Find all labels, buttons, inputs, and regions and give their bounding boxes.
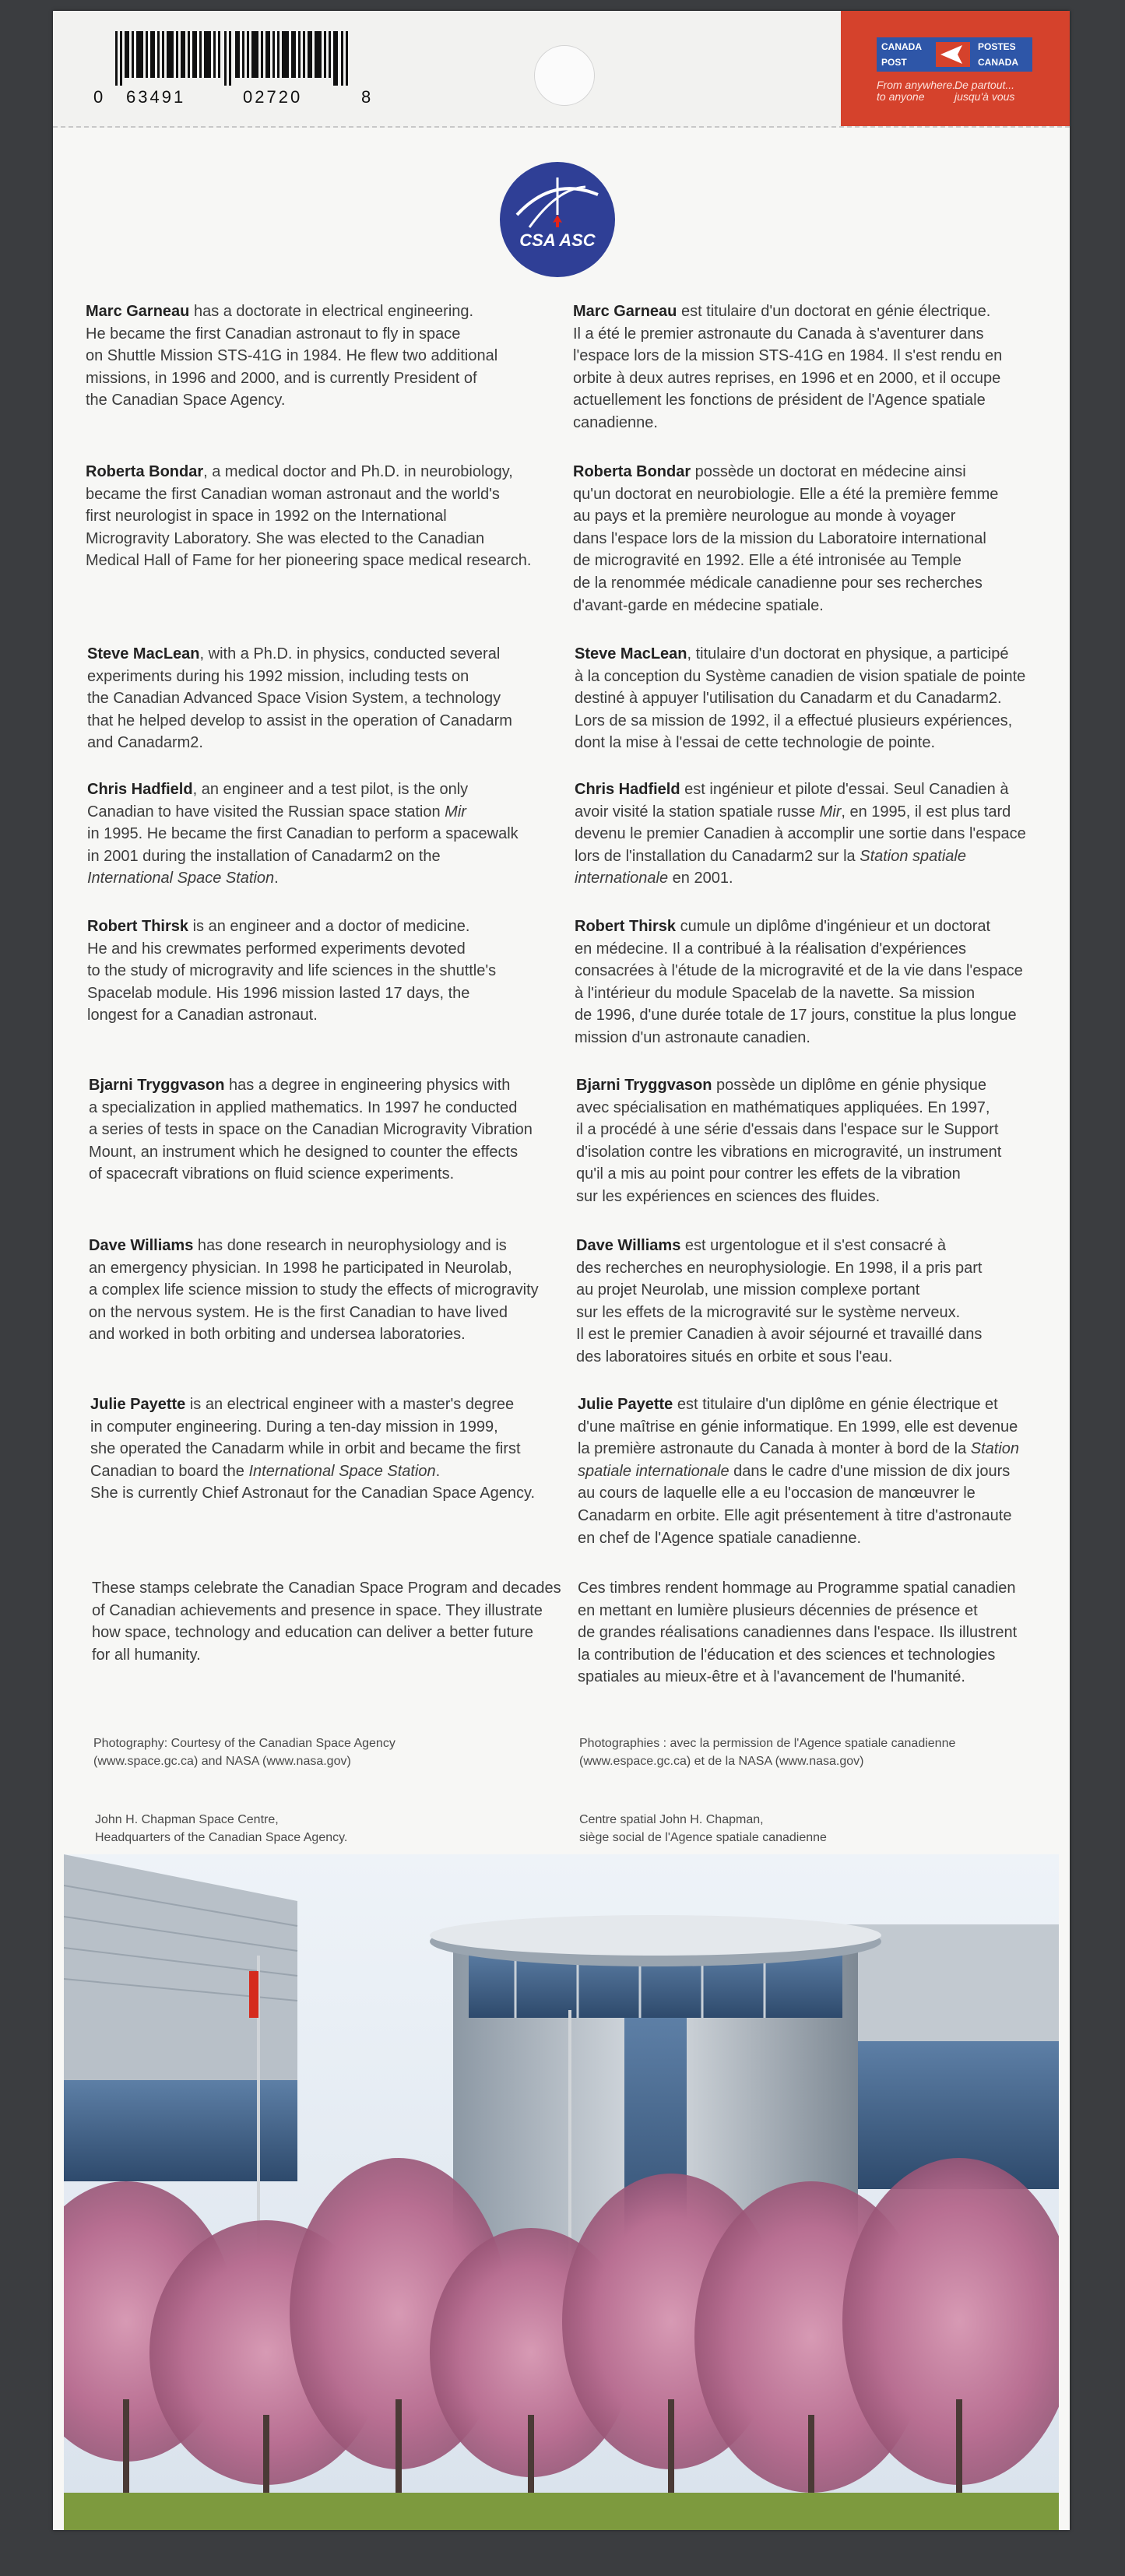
cp-canada-text: CANADA bbox=[881, 41, 922, 52]
bio-fr-payette: Julie Payette est titulaire d'un diplôme en génie électrique et d'une maîtrise en génie informatique. En 1999, elle est devenue la première astronaute du Canada à monter à bord de la Station spatiale internationale dans le cadre d'une mission de dix jours au cours de laquelle elle a eu l'occasion de manœuvrer le Canadarm en orbite. Elle agit présentement à titre d'astronaute en chef de l'Agence spatiale canadienne. bbox=[578, 1396, 1020, 1547]
summary-en: These stamps celebrate the Canadian Space Program and decades of Canadian achievements and presence in space. They illustrate how space, technology and education can deliver a better future for all humanity. bbox=[92, 1580, 561, 1664]
bio-en-bondar: Roberta Bondar, a medical doctor and Ph.D. in neurobiology, became the first Canadian woman astronaut and the world's first neurologist in space in 1992 on the International Microgravity Laboratory. She was elected to the Canadian Medical Hall of Fame for her pioneering space medical research. bbox=[86, 463, 532, 570]
bio-fr-tryggvason: Bjarni Tryggvason possède un diplôme en génie physique avec spécialisation en mathématiques appliquées. En 1997, il a procédé à une série d'essais dans l'espace sur le Support d'isolation contre les vibrations en microgravité, un instrument qu'il a mis au point pour contrer les effets de la vibration sur les expériences en sciences des fluides. bbox=[576, 1077, 1002, 1205]
bio-fr-thirsk: Robert Thirsk cumule un diplôme d'ingénieur et un doctorat en médecine. Il a contribué à la réalisation d'expériences consacrées à l'étude de la microgravité et de la vie dans l'espace à l'intérieur du module Spacelab de la navette. Sa mission de 1996, d'une durée totale de 17 jours, constitue la plus longue mission d'un astronaute canadien. bbox=[575, 918, 1023, 1046]
bio-en-payette: Julie Payette is an electrical engineer with a master's degree in computer engineering. During a ten-day mission in 1999, she operated the Canadarm while in orbit and became the first Canadian to board the International Space Station. She is currently Chief Astronaut for the Canadian Space Agency. bbox=[90, 1396, 536, 1502]
canada-post-logo-block bbox=[841, 11, 1070, 126]
cp-tagline-en: From anywhere... to anyone bbox=[877, 79, 962, 103]
canada-post-logo bbox=[877, 37, 1032, 78]
booklet-back-sheet bbox=[53, 11, 1070, 2530]
cp-post-text: POST bbox=[881, 57, 907, 68]
photo-caption-en: John H. Chapman Space Centre, Headquarters of the Canadian Space Agency. bbox=[95, 1813, 348, 1844]
photo-credit-en: Photography: Courtesy of the Canadian Space Agency (www.space.gc.ca) and NASA (www.nasa.gov) bbox=[93, 1737, 396, 1768]
hang-hole bbox=[534, 45, 595, 106]
cp-tagline-fr: De partout... jusqu'à vous bbox=[954, 79, 1015, 103]
summary-fr: Ces timbres rendent hommage au Programme spatial canadien en mettant en lumière plusieurs décennies de présence et de grandes réalisations canadiennes dans l'espace. Ils illustrent la contribution de l'éducation et des sciences et technologies spatiales au mieux-être et à l'avancement de l'humanité. bbox=[578, 1580, 1018, 1686]
cp-canada-fr-text: CANADA bbox=[978, 57, 1018, 68]
bio-en-hadfield: Chris Hadfield, an engineer and a test pilot, is the only Canadian to have visited the Russian space station Mir in 1995. He became the first Canadian to perform a spacewalk in 2001 during the installation of Canadarm2 on the International Space Station. bbox=[87, 781, 519, 887]
space-centre-photo bbox=[64, 1854, 1059, 2530]
csa-logo-text: CSA ASC bbox=[519, 230, 596, 250]
barcode-digit-prefix: 0 bbox=[93, 87, 106, 107]
photo-caption-fr: Centre spatial John H. Chapman, siège social de l'Agence spatiale canadienne bbox=[579, 1813, 827, 1844]
bio-en-thirsk: Robert Thirsk is an engineer and a doctor of medicine. He and his crewmates performed experiments devoted to the study of microgravity and life sciences in the shuttle's Spacelab module. His 1996 mission lasted 17 days, the longest for a Canadian astronaut. bbox=[87, 918, 497, 1024]
bio-fr-garneau: Marc Garneau est titulaire d'un doctorat en génie électrique. Il a été le premier astronaute du Canada à s'aventurer dans l'espace lors de la mission STS-41G en 1984. Il s'est rendu en orbite à deux autres reprises, en 1996 et en 2000, et il occupe actuellement les fonctions de président de l'Agence spatiale canadienne. bbox=[573, 303, 1003, 431]
barcode-number bbox=[93, 87, 373, 107]
bio-fr-maclean: Steve MacLean, titulaire d'un doctorat en physique, a participé à la conception du Système canadien de vision spatiale de pointe destiné à appuyer l'utilisation du Canadarm et du Canadarm2. Lors de sa mission de 1992, il a effectué plusieurs expériences, dont la mise à l'essai de cette technologie de pointe. bbox=[575, 645, 1026, 752]
csa-asc-logo bbox=[498, 160, 617, 279]
cp-postes-text: POSTES bbox=[978, 41, 1016, 52]
photo-credit-fr: Photographies : avec la permission de l'Agence spatiale canadienne (www.espace.gc.ca) et de la NASA (www.nasa.gov) bbox=[579, 1737, 956, 1768]
bio-en-williams: Dave Williams has done research in neurophysiology and is an emergency physician. In 1998 he participated in Neurolab, a complex life science mission to study the effects of microgravity on the nervous system. He is the first Canadian to have lived and worked in both orbiting and undersea laboratories. bbox=[89, 1237, 539, 1344]
barcode-digit-check: 8 bbox=[361, 87, 374, 107]
bio-en-maclean: Steve MacLean, with a Ph.D. in physics, conducted several experiments during his 1992 mission, including tests on the Canadian Advanced Space Vision System, a technology that he helped develop to assist in the operation of Canadarm and Canadarm2. bbox=[87, 645, 512, 752]
barcode-digits-left: 63491 bbox=[126, 87, 186, 107]
barcode-digits-right: 02720 bbox=[243, 87, 303, 107]
bio-en-garneau: Marc Garneau has a doctorate in electrical engineering. He became the first Canadian astronaut to fly in space on Shuttle Mission STS-41G in 1984. He flew two additional missions, in 1996 and 2000, and is currently President of the Canadian Space Agency. bbox=[86, 303, 498, 409]
booklet-header bbox=[53, 11, 1070, 128]
bio-fr-hadfield: Chris Hadfield est ingénieur et pilote d'essai. Seul Canadien à avoir visité la station spatiale russe Mir, en 1995, il est plus tard devenu le premier Canadien à accomplir une sortie dans l'espace lors de l'installation du Canadarm2 sur la Station spatiale internationale en 2001. bbox=[575, 781, 1026, 887]
bio-fr-williams: Dave Williams est urgentologue et il s'est consacré à des recherches en neurophysiologie. En 1998, il a pris part au projet Neurolab, une mission complexe portant sur les effets de la microgravité sur le système nerveux. Il est le premier Canadien à avoir séjourné et travaillé dans des laboratoires situés en orbite et sous l'eau. bbox=[576, 1237, 983, 1365]
bio-fr-bondar: Roberta Bondar possède un doctorat en médecine ainsi qu'un doctorat en neurobiologie. Elle a été la première femme au pays et la première neurologue au monde à voyager dans l'espace lors de la mission du Laboratoire international de microgravité en 1992. Elle a été intronisée au Temple de la renommée médicale canadienne pour ses recherches d'avant-garde en médecine spatiale. bbox=[573, 463, 999, 614]
barcode bbox=[115, 31, 357, 86]
bio-en-tryggvason: Bjarni Tryggvason has a degree in engineering physics with a specialization in applied mathematics. In 1997 he conducted a series of tests in space on the Canadian Microgravity Vibration Mount, an instrument which he designed to counter the effects of spacecraft vibrations on fluid science experiments. bbox=[89, 1077, 533, 1183]
